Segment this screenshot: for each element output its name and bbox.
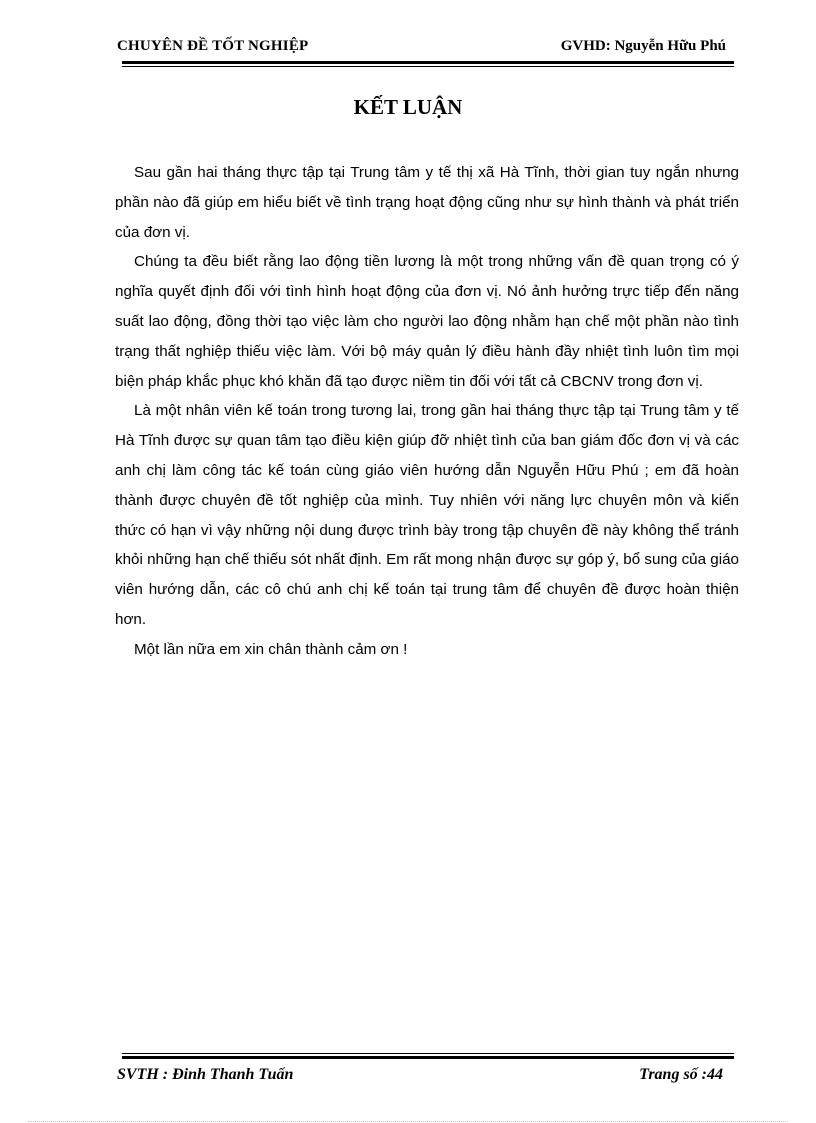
paragraph: Chúng ta đều biết rằng lao động tiền lương là một trong những vấn đề quan trọng có ý nghĩa quyết định đối với tình hình hoạt động của đơn vị. Nó ảnh hưởng trực tiếp đến năng suất lao động, đồng thời tạo việc làm cho người lao động nhằm hạn chế một phần nào tình trạng thất nghiệp thiếu việc làm. Với bộ máy quản lý điều hành đầy nhiệt tình luôn tìm mọi biện pháp khắc phục khó khăn đã tạo được niềm tin đối với tất cả CBCNV trong đơn vị.	[115, 253, 739, 390]
footer-rule-thin	[122, 1053, 734, 1054]
header-rule-thin	[122, 66, 734, 67]
page-header	[117, 38, 726, 58]
footer-student: SVTH : Đinh Thanh Tuấn	[117, 1066, 294, 1083]
footer-rule-thick	[122, 1056, 734, 1059]
page-footer	[117, 1066, 723, 1088]
paragraph: Sau gần hai tháng thực tập tại Trung tâm y tế thị xã Hà Tĩnh, thời gian tuy ngắn nhưng phần nào đã giúp em hiểu biết về tình trạng hoạt động cũng như sự hình thành và phát triển của đơn vị.	[115, 164, 739, 241]
page-edge-divider	[28, 1121, 788, 1122]
header-rule-thick	[122, 61, 734, 64]
page-title: KẾT LUẬN	[353, 95, 463, 119]
header-advisor: GVHD: Nguyễn Hữu Phú	[560, 38, 726, 54]
header-title: CHUYÊN ĐỀ TỐT NGHIỆP	[117, 38, 309, 54]
paragraph: Là một nhân viên kế toán trong tương lai, trong gần hai tháng thực tập tại Trung tâm y tế Hà Tĩnh được sự quan tâm tạo điều kiện giúp đỡ nhiệt tình của ban giám đốc đơn vị và các anh chị làm công tác kế toán cùng giáo viên hướng dẫn Nguyễn Hữu Phú ; em đã hoàn thành được chuyên đề tốt nghiệp của mình. Tuy nhiên với năng lực chuyên môn và kiến thức có hạn vì vậy những nội dung được trình bày trong tập chuyên đề này không thể tránh khỏi những hạn chế thiếu sót nhất định. Em rất mong nhận được sự góp ý, bổ sung của giáo viên hướng dẫn, các cô chú anh chị kế toán tại trung tâm để chuyên đề được hoàn thiện hơn.	[115, 402, 739, 628]
paragraph: Một lần nữa em xin chân thành cảm ơn !	[134, 640, 408, 658]
page-number: Trang số :44	[639, 1066, 723, 1083]
body-text	[115, 158, 739, 665]
